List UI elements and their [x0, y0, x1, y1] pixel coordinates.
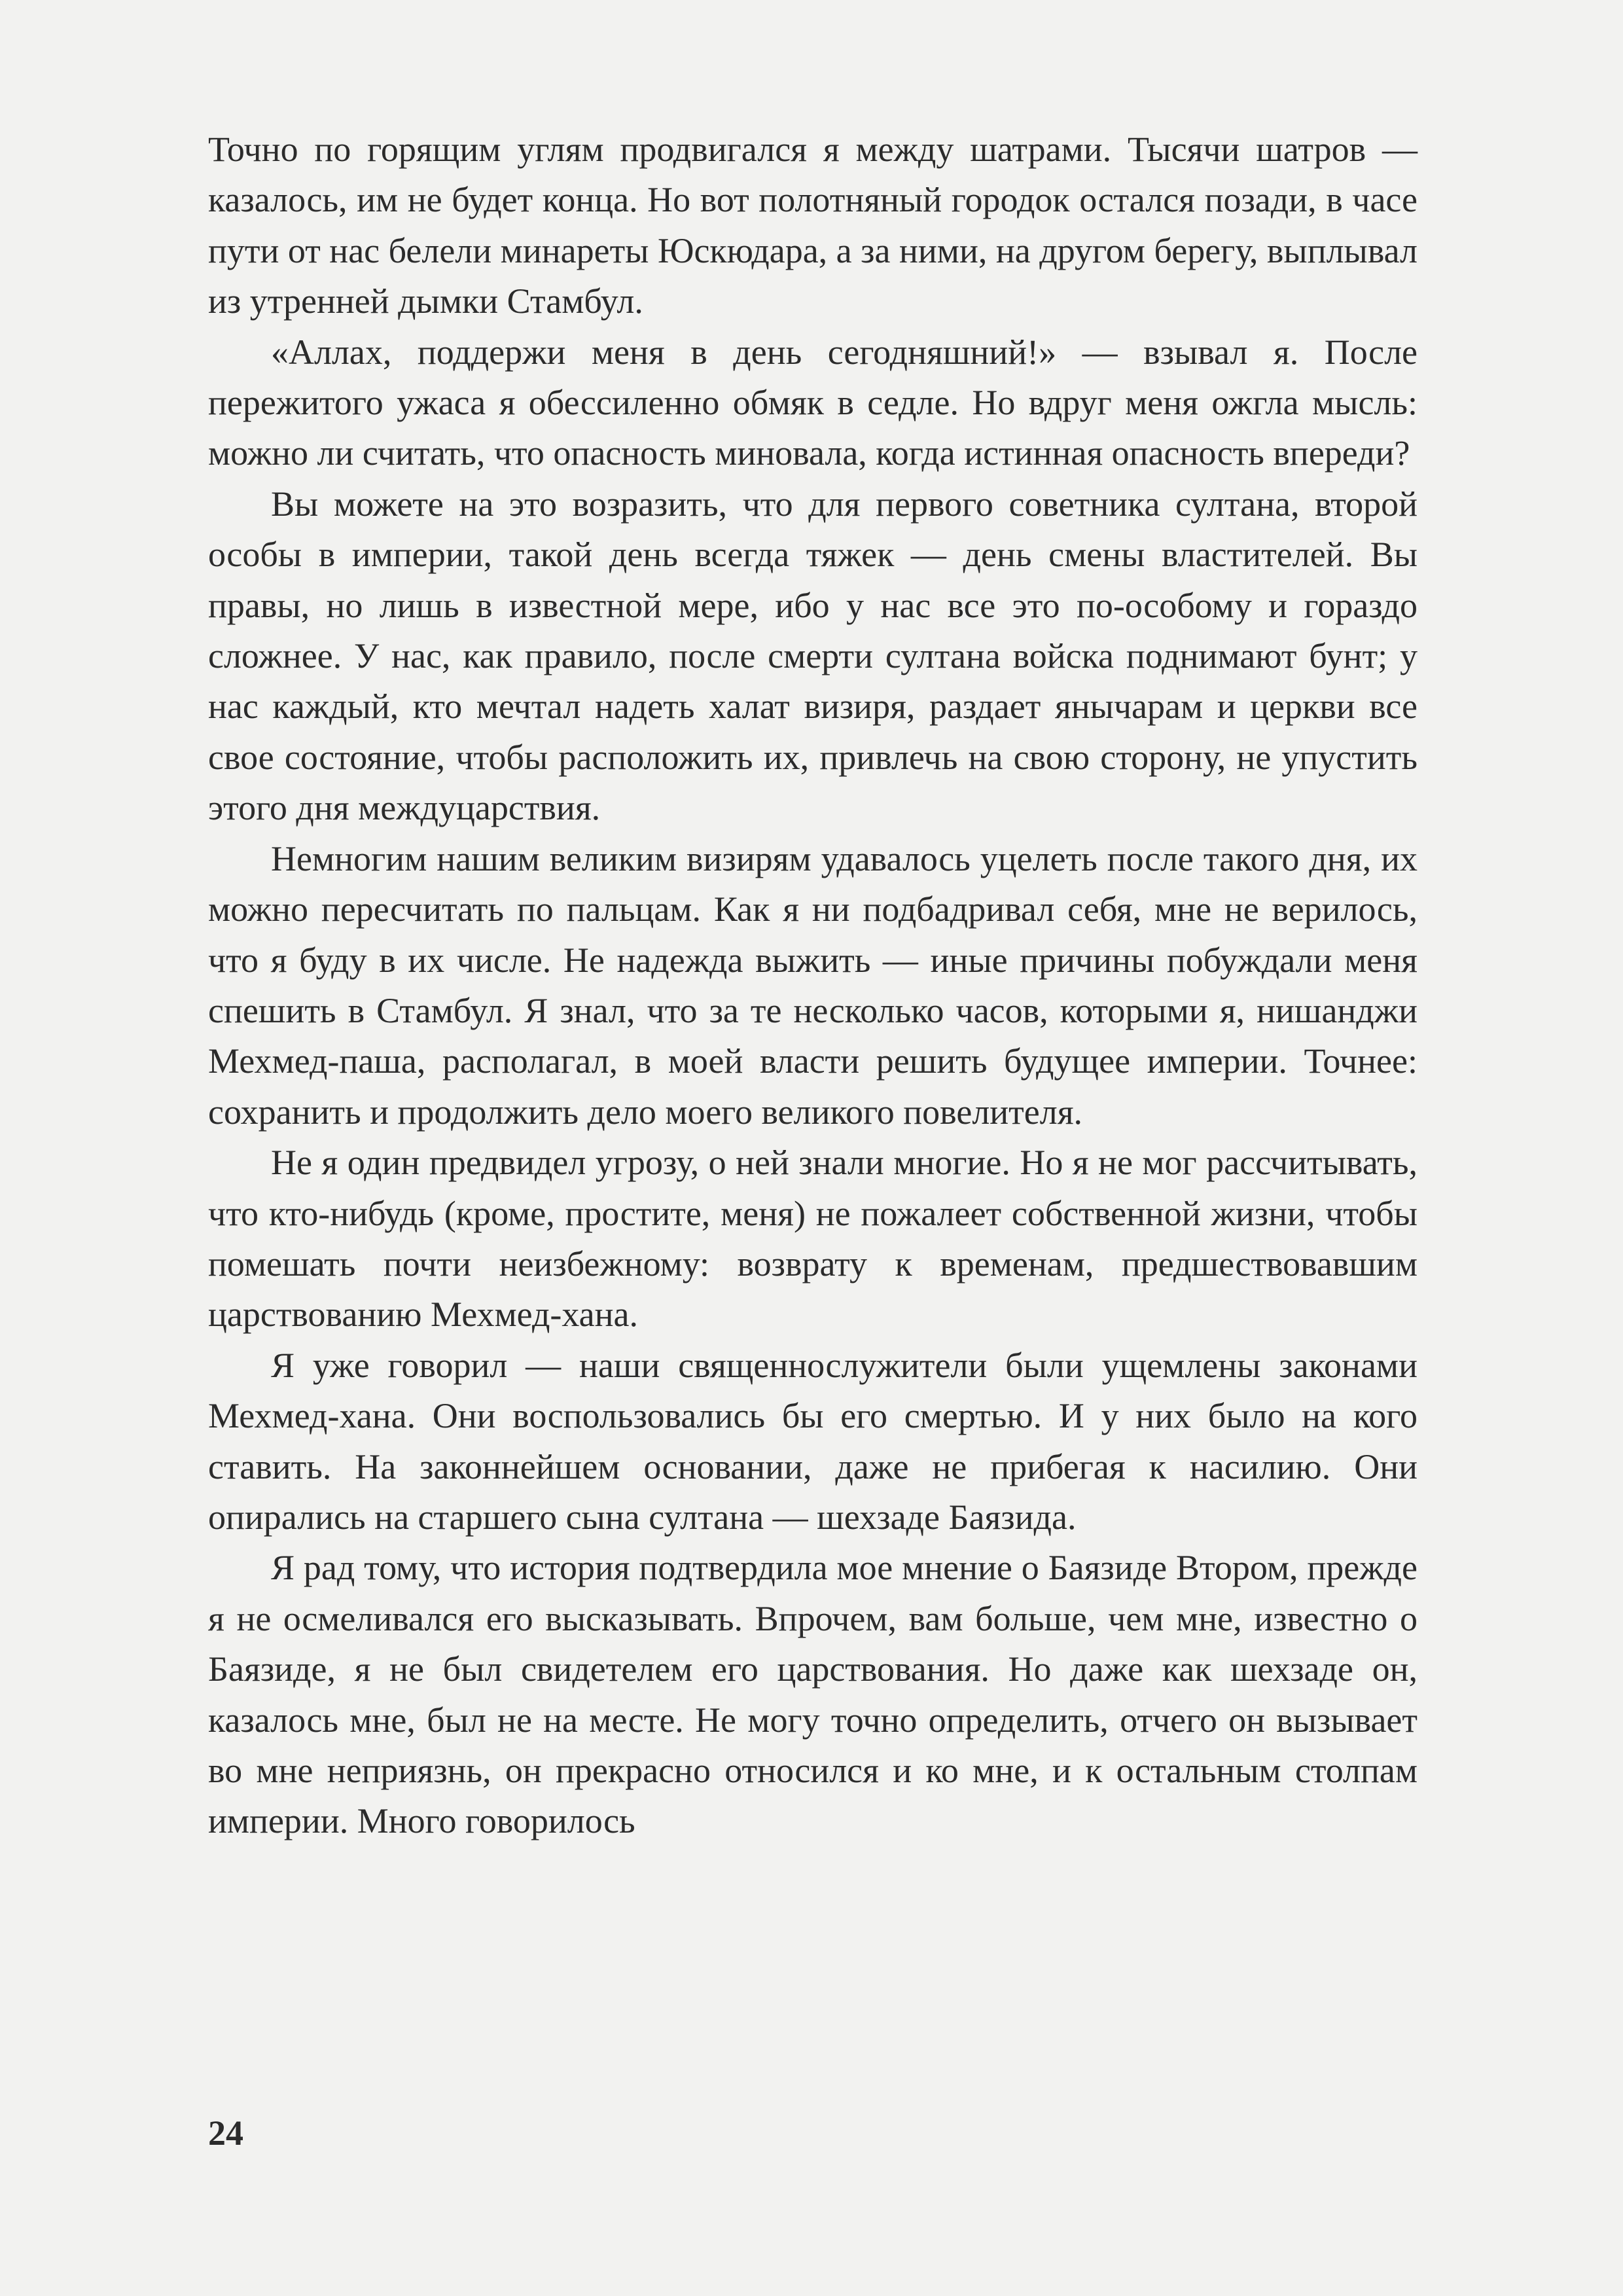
page-number: 24	[208, 2113, 243, 2153]
paragraph-2: «Аллах, поддержи меня в день сегодняшний!» — взывал я. После пережитого ужаса я обессиленно обмяк в седле. Но вдруг меня ожгла мысль: можно ли считать, что опасность миновала, когда истинная опасность впереди?	[208, 332, 1418, 473]
paragraph-3: Вы можете на это возразить, что для первого советника султана, второй особы в империи, такой день всегда тяжек — день смены властителей. Вы правы, но лишь в известной мере, ибо у нас все это по-особому и гораздо сложнее. У нас, как правило, после смерти султана войска поднимают бунт; у нас каждый, кто мечтал надеть халат визиря, раздает янычарам и церкви все свое состояние, чтобы расположить их, привлечь на свою сторону, не упустить этого дня междуцарствия.	[208, 484, 1418, 828]
paragraph-1: Точно по горящим углям продвигался я между шатрами. Тысячи шатров — казалось, им не будет конца. Но вот полотняный городок остался позади, в часе пути от нас белели минареты Юскюдара, а за ними, на другом берегу, выплывал из утренней дымки Стамбул.	[208, 130, 1418, 321]
body-text	[208, 124, 1418, 1847]
paragraph-7: Я рад тому, что история подтвердила мое мнение о Баязиде Втором, прежде я не осмеливался его высказывать. Впрочем, вам больше, чем мне, известно о Баязиде, я не был свидетелем его царствования. Но даже как шехзаде он, казалось мне, был не на месте. Не могу точно определить, отчего он вызывает во мне неприязнь, он прекрасно относился и ко мне, и к остальным столпам империи. Много говорилось	[208, 1548, 1418, 1841]
paragraph-4: Немногим нашим великим визирям удавалось уцелеть после такого дня, их можно пересчитать по пальцам. Как я ни подбадривал себя, мне не верилось, что я буду в их числе. Не надежда выжить — иные причины побуждали меня спешить в Стамбул. Я знал, что за те несколько часов, которыми я, нишанджи Мехмед-паша, располагал, в моей власти решить будущее империи. Точнее: сохранить и продолжить дело моего великого повелителя.	[208, 838, 1418, 1132]
paragraph-5: Не я один предвидел угрозу, о ней знали многие. Но я не мог рассчитывать, что кто-нибудь (кроме, простите, меня) не пожалеет собственной жизни, чтобы помешать почти неизбежному: возврату к временам, предшествовавшим царствованию Мехмед-хана.	[208, 1143, 1418, 1335]
paragraph-6: Я уже говорил — наши священнослужители были ущемлены законами Мехмед-хана. Они воспользовались бы его смертью. И у них было на кого ставить. На законнейшем основании, даже не прибегая к насилию. Они опирались на старшего сына султана — шехзаде Баязида.	[208, 1345, 1418, 1537]
